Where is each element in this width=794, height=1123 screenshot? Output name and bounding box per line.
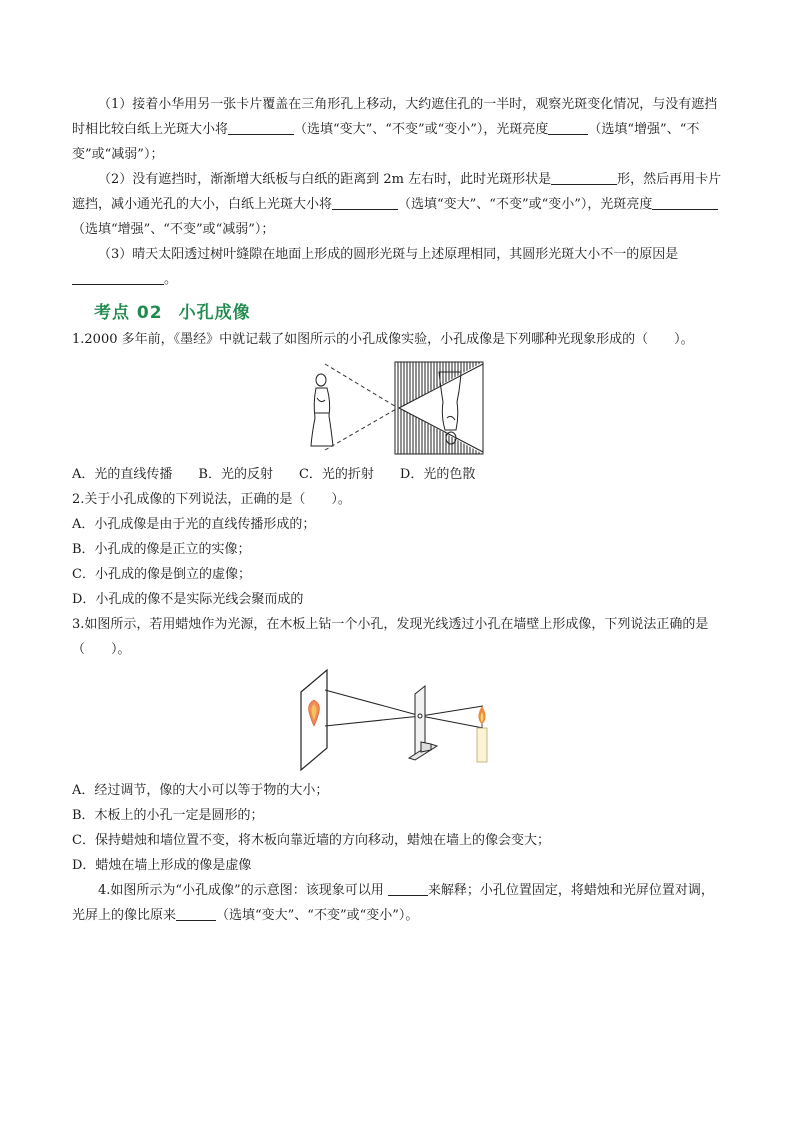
q2-text-a: （2）没有遮挡时，渐渐增大纸板与白纸的距离到 2m 左右时，此时光斑形状是: [98, 172, 552, 187]
mc-question-3-stem: 3.如图所示，若用蜡烛作为光源，在木板上钻一个小孔，发现光线透过小孔在墙壁上形成像，下列说法正确的是（ ）。: [72, 617, 709, 657]
answer-blank[interactable]: [652, 195, 718, 210]
option-c[interactable]: C．小孔成的像是倒立的虚像；: [72, 567, 251, 582]
section-heading: [94, 298, 722, 323]
question-part-3: [72, 242, 722, 292]
option-b[interactable]: B．小孔成的像是正立的实像；: [72, 542, 251, 557]
option-c[interactable]: C．保持蜡烛和墙位置不变，将木板向靠近墙的方向移动，蜡烛在墙上的像会变大；: [72, 833, 550, 848]
pinhole-ancient-figure: [307, 358, 487, 458]
option-a[interactable]: A．经过调节，像的大小可以等于物的大小；: [72, 783, 329, 798]
section-title: 小孔成像: [178, 303, 251, 323]
q2-text-b: 形，然后再用卡片遮挡，减小通光孔的大小，白纸上光斑大小将: [72, 172, 722, 212]
pinhole-board: [409, 686, 437, 760]
q1-text-a: （1）接着小华用另一张卡片覆盖在三角形孔上移动，大约遮住孔的一半时，观察光斑变化情况，与没有遮挡时相比较白纸上光斑大小将: [72, 97, 718, 137]
person-figure: [311, 374, 333, 446]
option-b[interactable]: B．光的反射: [198, 467, 273, 482]
option-d[interactable]: D．小孔成的像不是实际光线会聚而成的: [72, 592, 304, 607]
answer-blank[interactable]: [228, 120, 294, 135]
q4-text-c: （选填“变大”、“不变”或“变小”）。: [216, 908, 419, 923]
section-number: 考点 02: [94, 303, 163, 323]
option-d[interactable]: D．蜡烛在墙上形成的像是虚像: [72, 858, 252, 873]
q3-text-a: （3）晴天太阳透过树叶缝隙在地面上形成的圆形光斑与上述原理相同，其圆形光斑大小不一的原因是: [98, 247, 679, 262]
q2-text-c: （选填“变大”、“不变”或“变小”），光斑亮度: [398, 197, 653, 212]
candle: [477, 706, 487, 762]
mc-question-1-stem: 1.2000 多年前，《墨经》中就记载了如图所示的小孔成像实验，小孔成像是下列哪种光现象形成的（ ）。: [72, 332, 694, 347]
light-rays: [325, 690, 483, 728]
answer-blank[interactable]: [332, 195, 398, 210]
light-rays: [325, 364, 398, 450]
candle-pinhole-figure: [297, 666, 497, 774]
option-a[interactable]: A．光的直线传播: [72, 467, 173, 482]
answer-blank[interactable]: [72, 270, 164, 285]
q2-text-d: （选填“增强”、“不变”或“减弱”）；: [72, 222, 275, 237]
option-b[interactable]: B．木板上的小孔一定是圆形的；: [72, 808, 264, 823]
answer-blank[interactable]: [176, 906, 216, 921]
option-d[interactable]: D．光的色散: [399, 467, 476, 482]
q3-text-b: 。: [164, 272, 178, 287]
q4-text-a: 4.如图所示为“小孔成像”的示意图：该现象可以用: [98, 883, 384, 898]
q1-text-c: （选填“增强”、“不变”或“减弱”）；: [72, 122, 700, 162]
option-c[interactable]: C．光的折射: [298, 467, 374, 482]
q4-text-b: 来解释；小孔位置固定，将蜡烛和光屏位置对调，光屏上的像比原来: [72, 883, 714, 923]
mc-question-1-options: [72, 462, 722, 487]
question-part-1: [72, 92, 722, 167]
answer-blank[interactable]: [548, 120, 588, 135]
mc-question-2-stem: 2.关于小孔成像的下列说法，正确的是（ ）。: [72, 492, 351, 507]
answer-blank[interactable]: [388, 881, 428, 896]
document-page: [72, 92, 722, 928]
q1-text-b: （选填“变大”、“不变”或“变小”），光斑亮度: [294, 122, 549, 137]
fill-question-4: [72, 878, 722, 928]
question-part-2: [72, 167, 722, 242]
option-a[interactable]: A．小孔成像是由于光的直线传播形成的；: [72, 517, 316, 532]
answer-blank[interactable]: [551, 170, 617, 185]
